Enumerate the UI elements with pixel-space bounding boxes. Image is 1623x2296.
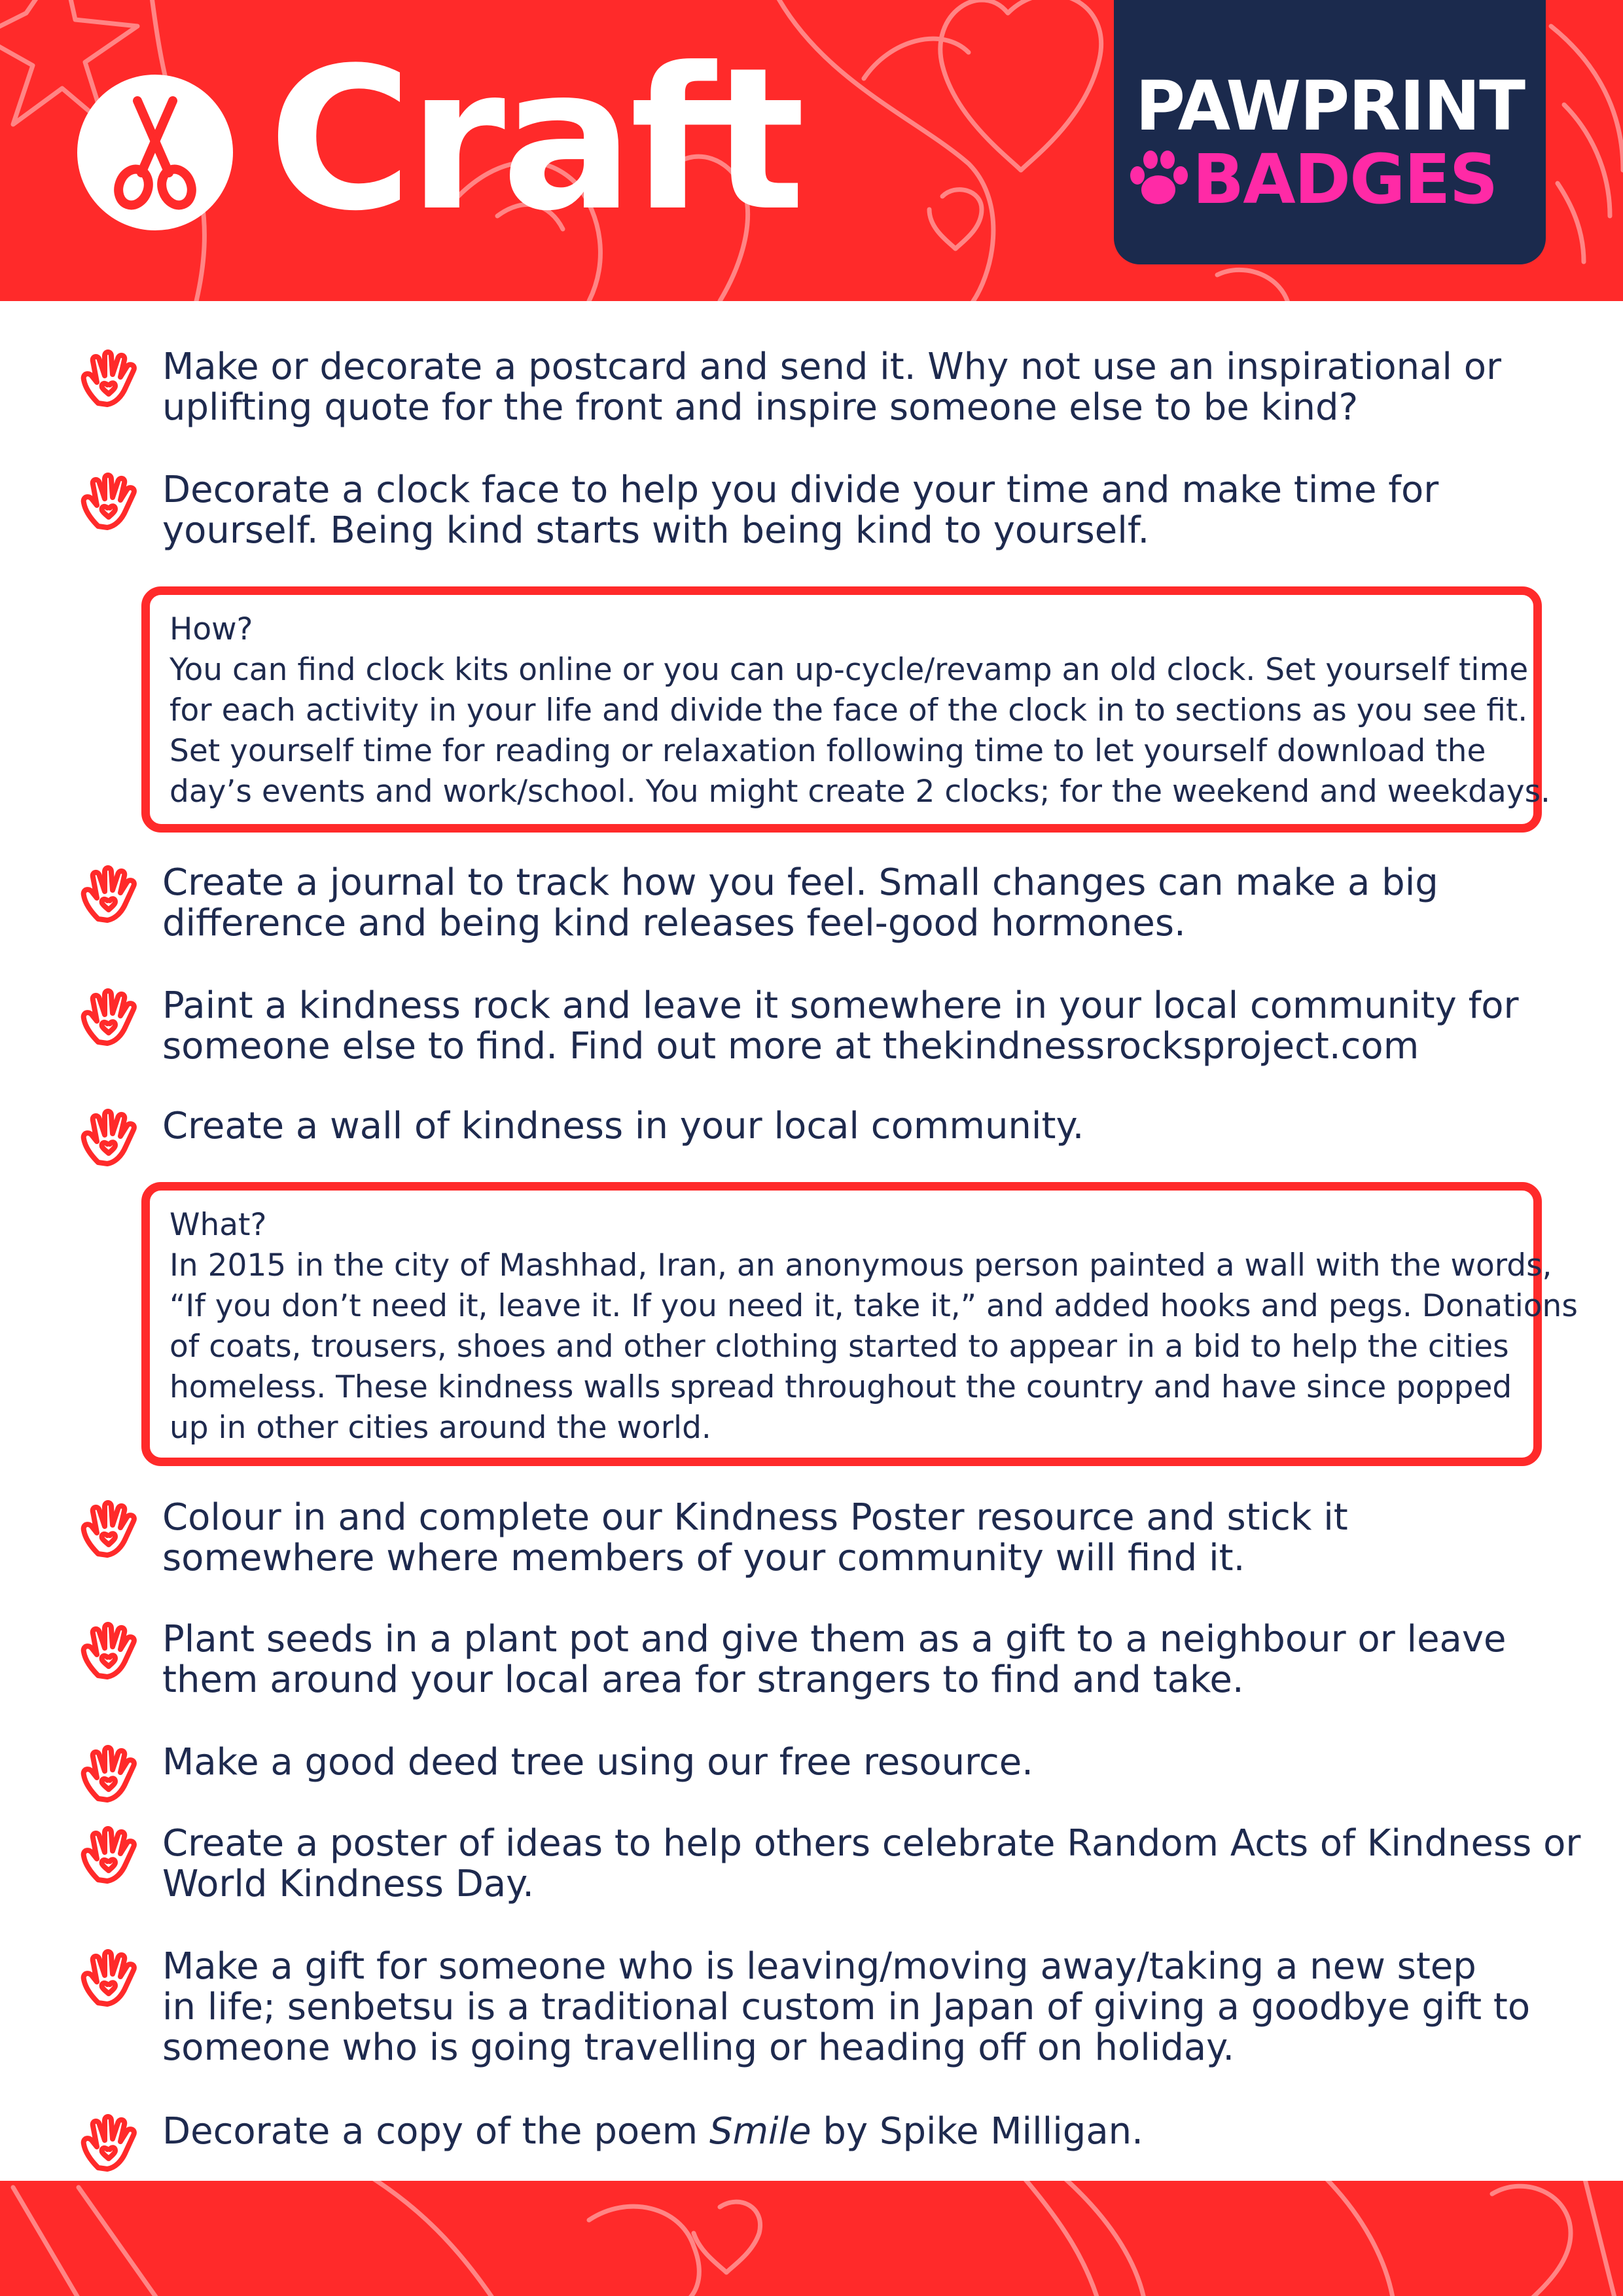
item-line: uplifting quote for the front and inspire someone else to be kind?: [162, 386, 1359, 429]
box-line: of coats, trousers, shoes and other clothing started to appear in a bid to help the cities: [169, 1329, 1509, 1365]
item-line: Create a poster of ideas to help others celebrate Random Acts of Kindness or: [162, 1822, 1581, 1865]
page-title: Craft: [268, 26, 802, 254]
item-line: someone who is going travelling or heading off on holiday.: [162, 2026, 1235, 2069]
box-line: day’s events and work/school. You might create 2 clocks; for the weekend and weekdays.: [169, 774, 1550, 810]
how-info-box: [141, 586, 1550, 833]
item-line: World Kindness Day.: [162, 1863, 535, 1905]
item-line: someone else to find. Find out more at thekindnessrocksproject.com: [162, 1025, 1419, 1067]
item-line: Create a wall of kindness in your local community.: [162, 1105, 1084, 1147]
box-line: “If you don’t need it, leave it. If you need it, take it,” and added hooks and pegs. Donations: [169, 1288, 1578, 1324]
box-line: up in other cities around the world.: [169, 1410, 711, 1446]
brand-line-2: BADGES: [1192, 139, 1497, 219]
hand-icon: [79, 347, 139, 407]
item-line: Decorate a clock face to help you divide your time and make time for: [162, 469, 1439, 511]
box-heading: What?: [169, 1207, 267, 1243]
item-line: Make a gift for someone who is leaving/moving away/taking a new step: [162, 1945, 1476, 1988]
hand-icon: [79, 1619, 139, 1679]
pawprint-badges-logo: [1114, 0, 1546, 264]
hand-icon: [79, 1742, 139, 1803]
item-line: Colour in and complete our Kindness Poster resource and stick it: [162, 1496, 1348, 1539]
item-line: in life; senbetsu is a traditional custom in Japan of giving a goodbye gift to: [162, 1986, 1531, 2028]
brand-line-1: PAWPRINT: [1135, 66, 1525, 146]
box-line: homeless. These kindness walls spread throughout the country and have since popped: [169, 1369, 1512, 1405]
hand-icon: [79, 470, 139, 530]
hand-icon: [79, 1946, 139, 2007]
footer-banner: [0, 2181, 1623, 2296]
box-line: for each activity in your life and divide the face of the clock in to sections as you see fit.: [169, 692, 1528, 728]
what-info-box: [141, 1182, 1578, 1466]
hand-icon: [79, 1106, 139, 1166]
item-line: Paint a kindness rock and leave it somewhere in your local community for: [162, 984, 1519, 1027]
item-line: Make a good deed tree using our free resource.: [162, 1741, 1033, 1784]
item-line: somewhere where members of your community will find it.: [162, 1537, 1245, 1579]
item-line: Plant seeds in a plant pot and give them as a gift to a neighbour or leave: [162, 1618, 1507, 1660]
item-line: yourself. Being kind starts with being kind to yourself.: [162, 509, 1150, 552]
box-line: Set yourself time for reading or relaxation following time to let yourself download the: [169, 733, 1486, 769]
hand-icon: [79, 1498, 139, 1558]
scissors-icon: [77, 75, 233, 230]
item-line: difference and being kind releases feel-good hormones.: [162, 902, 1186, 944]
hand-icon: [79, 1823, 139, 1884]
item-line: Create a journal to track how you feel. Small changes can make a big: [162, 861, 1438, 904]
box-heading: How?: [169, 611, 253, 647]
hand-icon: [79, 863, 139, 923]
item-text-suffix: by Spike Milligan.: [811, 2110, 1143, 2153]
scissors-badge: [77, 75, 233, 230]
box-line: You can find clock kits online or you can up-cycle/revamp an old clock. Set yourself time: [169, 652, 1529, 688]
hand-icon: [79, 2111, 139, 2172]
item-text-prefix: Decorate a copy of the poem: [162, 2110, 709, 2153]
paw-icon: [1127, 149, 1190, 212]
header-banner: [0, 0, 1623, 301]
box-line: In 2015 in the city of Mashhad, Iran, an anonymous person painted a wall with the words,: [169, 1247, 1552, 1283]
item-line: them around your local area for strangers to find and take.: [162, 1659, 1244, 1701]
poem-title: Smile: [709, 2110, 812, 2153]
footer-pattern: [0, 2181, 1623, 2296]
item-line: Make or decorate a postcard and send it. Why not use an inspirational or: [162, 346, 1502, 388]
item-line: [162, 2111, 1143, 2152]
hand-icon: [79, 986, 139, 1046]
